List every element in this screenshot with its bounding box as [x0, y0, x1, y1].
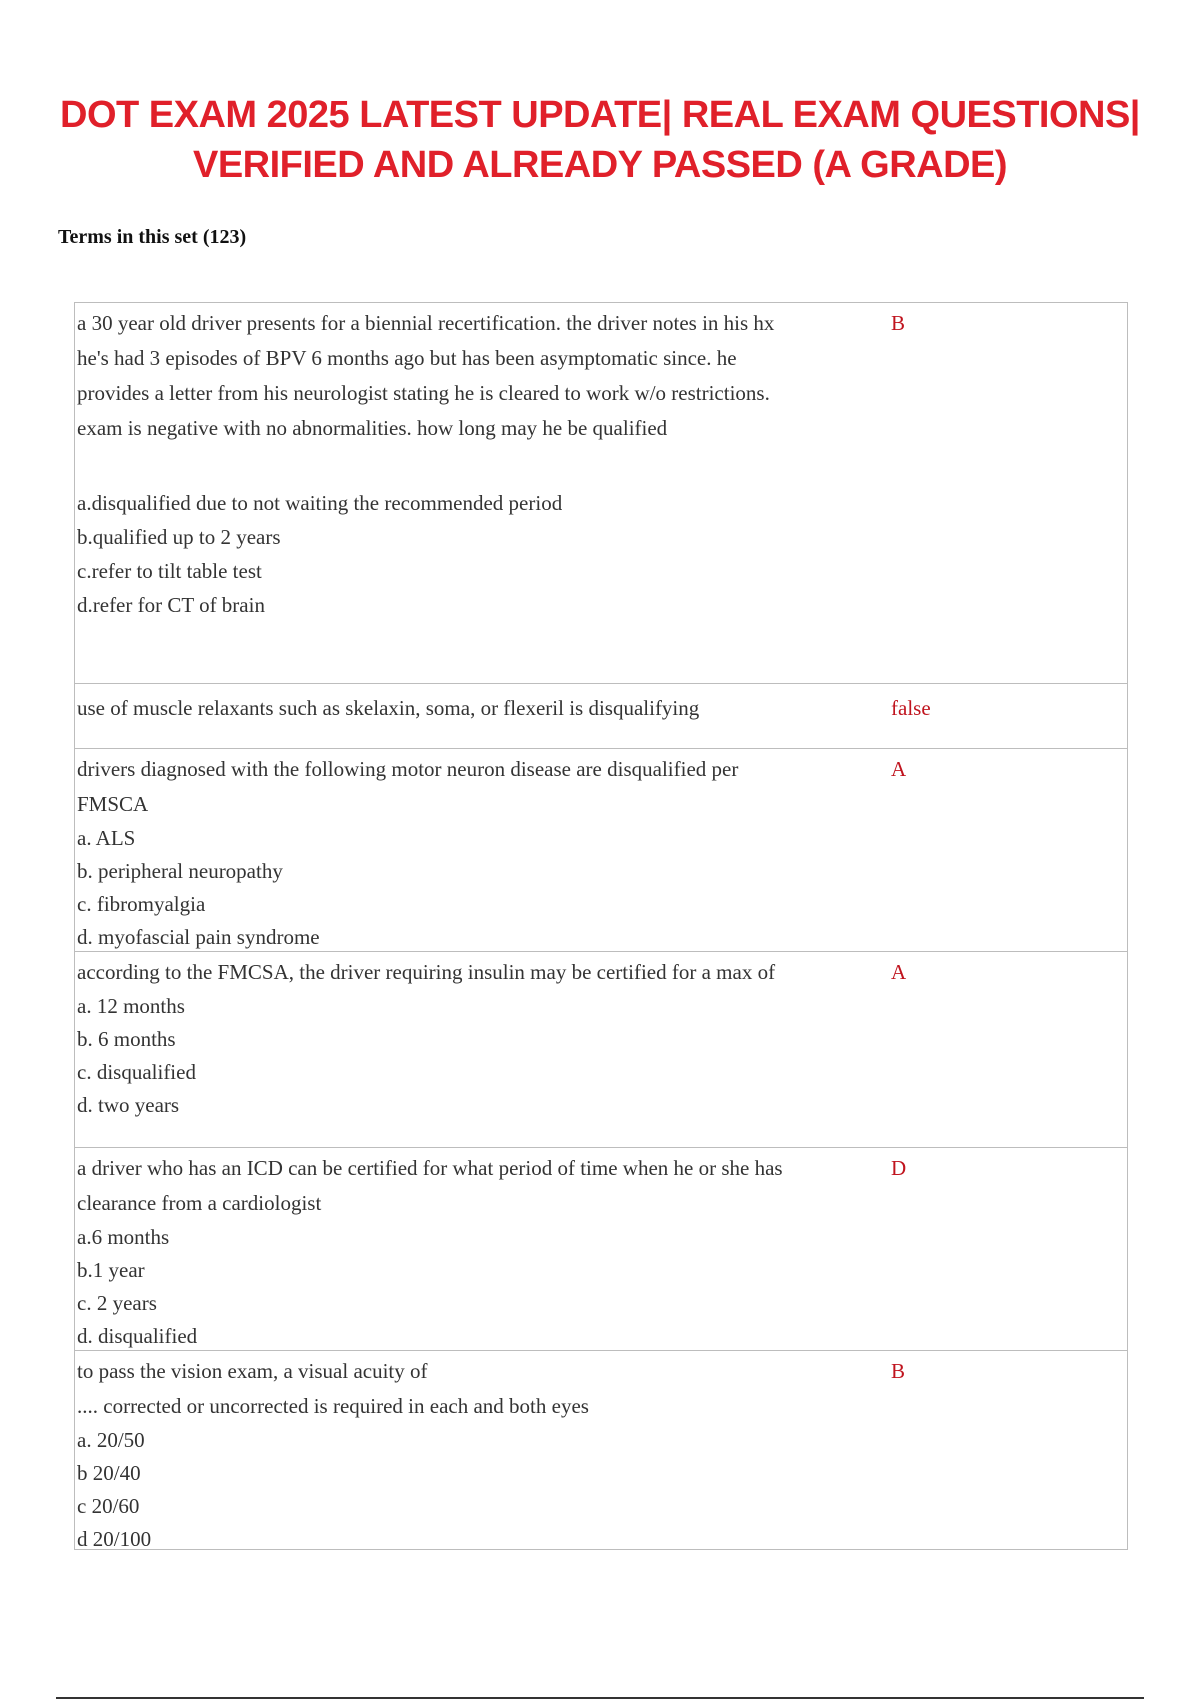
option-d: d. disqualified [77, 1324, 198, 1348]
answer-cell: A [891, 757, 907, 781]
footer-divider [56, 1697, 1144, 1699]
question-cell [75, 749, 891, 951]
table-row [75, 684, 1127, 749]
answer-cell: B [891, 311, 906, 335]
question-text: a 30 year old driver presents for a biennial recertification. the driver notes in his hx he's had 3 episodes of BPV 6 months ago but has been asymptomatic since. he provides a letter from his neurologist stating he is cleared to work w/o restrictions. exam is negative with no abnormalities. how long may he be qualified [77, 311, 775, 440]
title-line-2: VERIFIED AND ALREADY PASSED (A GRADE) [192, 144, 1008, 186]
option-c: c.refer to tilt table test [77, 559, 262, 583]
question-cell [75, 1351, 891, 1549]
question-cell [75, 1148, 891, 1350]
answer-cell: A [891, 960, 907, 984]
option-c: c. fibromyalgia [77, 892, 206, 916]
question-text: use of muscle relaxants such as skelaxin, soma, or flexeril is disqualifying [77, 696, 700, 720]
terms-count-label: Terms in this set (123) [58, 226, 247, 248]
question-text: according to the FMCSA, the driver requiring insulin may be certified for a max of [77, 960, 776, 984]
title-line-1: DOT EXAM 2025 LATEST UPDATE| REAL EXAM QUESTIONS| [60, 94, 1140, 136]
option-a: a. 20/50 [77, 1428, 145, 1452]
option-a: a. ALS [77, 826, 136, 850]
option-b: b.1 year [77, 1258, 145, 1282]
table-row [75, 749, 1127, 952]
option-c: c. disqualified [77, 1060, 196, 1084]
table-row [75, 952, 1127, 1148]
table-row [75, 303, 1127, 684]
question-cell [75, 952, 891, 1147]
option-a: a.disqualified due to not waiting the recommended period [77, 491, 563, 515]
option-a: a. 12 months [77, 994, 185, 1018]
option-b: b.qualified up to 2 years [77, 525, 281, 549]
question-text: to pass the vision exam, a visual acuity of .... corrected or uncorrected is required in each and both eyes [77, 1359, 589, 1418]
question-cell [75, 684, 891, 748]
option-b: b 20/40 [77, 1461, 141, 1485]
option-d: d 20/100 [77, 1527, 152, 1551]
question-text: a driver who has an ICD can be certified for what period of time when he or she has clearance from a cardiologist [77, 1156, 783, 1215]
question-text: drivers diagnosed with the following motor neuron disease are disqualified per FMSCA [77, 757, 739, 816]
answer-cell: B [891, 1359, 906, 1383]
document-title [60, 90, 1140, 190]
option-d: d.refer for CT of brain [77, 593, 265, 617]
table-row [75, 1148, 1127, 1351]
option-b: b. 6 months [77, 1027, 176, 1051]
answer-cell: D [891, 1156, 907, 1180]
option-a: a.6 months [77, 1225, 170, 1249]
table-row [75, 1351, 1127, 1549]
question-cell [75, 303, 891, 683]
flashcard-table [74, 302, 1128, 1550]
option-d: d. myofascial pain syndrome [77, 925, 320, 949]
answer-cell: false [891, 696, 931, 720]
option-b: b. peripheral neuropathy [77, 859, 283, 883]
option-c: c. 2 years [77, 1291, 157, 1315]
option-d: d. two years [77, 1093, 180, 1117]
option-c: c 20/60 [77, 1494, 140, 1518]
